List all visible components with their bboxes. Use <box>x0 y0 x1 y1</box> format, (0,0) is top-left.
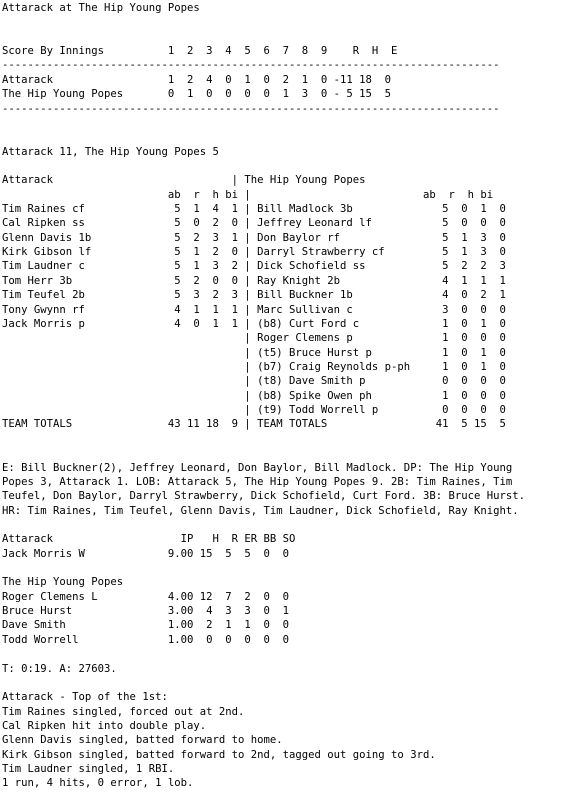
text-line: | (b7) Craig Reynolds p-ph 1 0 1 0 <box>2 360 506 373</box>
text-line: | (t5) Bruce Hurst p 1 0 1 0 <box>2 346 506 359</box>
box-score-document <box>2 1 525 791</box>
text-line: Attarack at The Hip Young Popes <box>2 2 200 14</box>
text-line: | (t9) Todd Worrell p 0 0 0 0 <box>2 404 506 417</box>
text-line: Glenn Davis singled, batted forward to home. <box>2 734 283 747</box>
text-line: Dave Smith 1.00 2 1 1 0 0 <box>2 619 290 632</box>
text-line: Kirk Gibson lf 5 1 2 0 | Darryl Strawberry cf 5 1 3 0 <box>2 246 506 259</box>
text-line: Tom Herr 3b 5 2 0 0 | Ray Knight 2b 4 1 1 1 <box>2 274 506 287</box>
text-line: Tim Laudner c 5 1 3 2 | Dick Schofield ss 5 2 2 3 <box>2 260 506 273</box>
text-line: Attarack | The Hip Young Popes <box>2 174 366 187</box>
text-line: | (b8) Spike Owen ph 1 0 0 0 <box>2 389 506 402</box>
text-line: | (t8) Dave Smith p 0 0 0 0 <box>2 375 506 388</box>
text-line: Attarack 11, The Hip Young Popes 5 <box>2 145 219 158</box>
text-line: The Hip Young Popes 0 1 0 0 0 0 1 3 0 - 5 15 5 <box>2 88 392 101</box>
text-line: ------------------------------------------------------------------------------ <box>2 59 500 72</box>
text-line: T: 0:19. A: 27603. <box>2 662 117 675</box>
blank-line <box>2 30 525 44</box>
text-line: 1 run, 4 hits, 0 error, 1 lob. <box>2 777 194 790</box>
text-line: Roger Clemens L 4.00 12 7 2 0 0 <box>2 590 290 603</box>
text-line: The Hip Young Popes <box>2 576 124 589</box>
text-line: Tim Laudner singled, 1 RBI. <box>2 763 175 776</box>
blank-line <box>2 116 525 130</box>
text-line: Jack Morris W 9.00 15 5 5 0 0 <box>2 547 290 560</box>
text-line: Glenn Davis 1b 5 2 3 1 | Don Baylor rf 5 1 3 0 <box>2 231 506 244</box>
text-line: Tim Raines cf 5 1 4 1 | Bill Madlock 3b 5 0 1 0 <box>2 203 506 216</box>
blank-line <box>2 130 525 144</box>
blank-line <box>2 676 525 690</box>
text-line: Tim Raines singled, forced out at 2nd. <box>2 705 245 718</box>
blank-line <box>2 159 525 173</box>
text-line: ab r h bi | ab r h bi <box>2 188 494 201</box>
blank-line <box>2 647 525 661</box>
text-line: ------------------------------------------------------------------------------ <box>2 102 500 115</box>
text-line: Attarack 1 2 4 0 1 0 2 1 0 -11 18 0 <box>2 73 392 86</box>
text-line: Todd Worrell 1.00 0 0 0 0 0 <box>2 633 290 646</box>
text-line: Bruce Hurst 3.00 4 3 3 0 1 <box>2 605 290 618</box>
text-line: Tony Gwynn rf 4 1 1 1 | Marc Sullivan c 3 0 0 0 <box>2 303 506 316</box>
text-line: Cal Ripken ss 5 0 2 0 | Jeffrey Leonard lf 5 0 0 0 <box>2 217 506 230</box>
text-line: TEAM TOTALS 43 11 18 9 | TEAM TOTALS 41 5 15 5 <box>2 418 506 431</box>
blank-line <box>2 446 525 460</box>
text-line: Teufel, Don Baylor, Darryl Strawberry, Dick Schofield, Curt Ford. 3B: Bruce Hurst. <box>2 490 525 503</box>
blank-line <box>2 432 525 446</box>
text-line: Attarack - Top of the 1st: <box>2 691 168 704</box>
text-line: | Roger Clemens p 1 0 0 0 <box>2 332 506 345</box>
blank-line <box>2 561 525 575</box>
text-line: E: Bill Buckner(2), Jeffrey Leonard, Don Baylor, Bill Madlock. DP: The Hip Young <box>2 461 513 474</box>
text-line: Tim Teufel 2b 5 3 2 3 | Bill Buckner 1b 4 0 2 1 <box>2 289 506 302</box>
text-line: Popes 3, Attarack 1. LOB: Attarack 5, The Hip Young Popes 9. 2B: Tim Raines, Tim <box>2 475 513 488</box>
text-line: Jack Morris p 4 0 1 1 | (b8) Curt Ford c 1 0 1 0 <box>2 317 506 330</box>
blank-line <box>2 518 525 532</box>
blank-line <box>2 15 525 29</box>
text-line: HR: Tim Raines, Tim Teufel, Glenn Davis, Tim Laudner, Dick Schofield, Ray Knight. <box>2 504 519 517</box>
text-line: Cal Ripken hit into double play. <box>2 719 207 732</box>
text-line: Attarack IP H R ER BB SO <box>2 533 296 546</box>
text-line: Score By Innings 1 2 3 4 5 6 7 8 9 R H E <box>2 45 398 58</box>
text-line: Kirk Gibson singled, batted forward to 2nd, tagged out going to 3rd. <box>2 748 436 761</box>
